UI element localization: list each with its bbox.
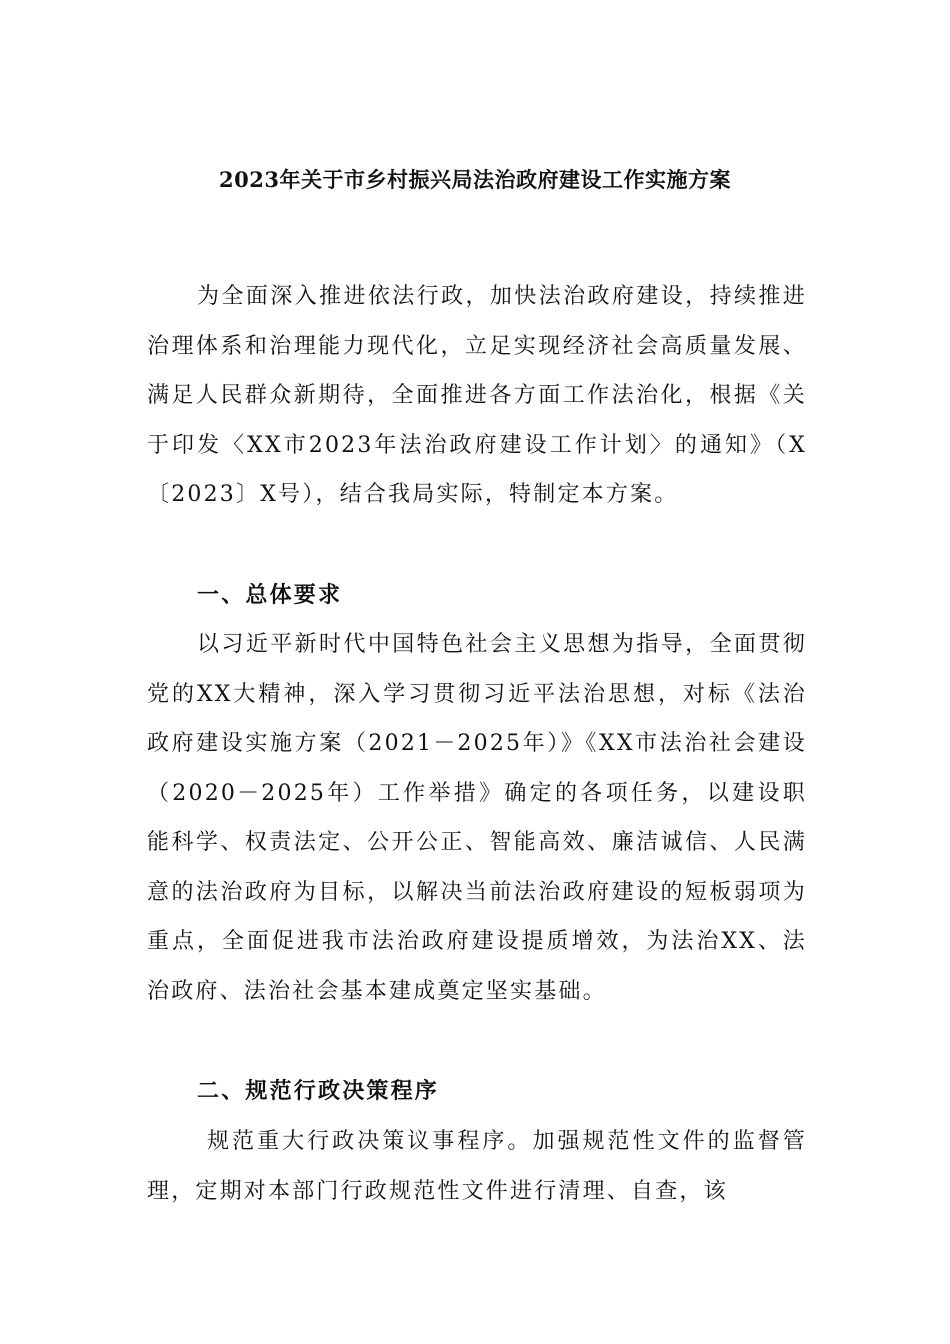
overall-requirements-paragraph: 以习近平新时代中国特色社会主义思想为指导，全面贯彻党的XX大精神，深入学习贯彻习近平法治思想，对标《法治政府建设实施方案（2021－2025年）》《XX市法治社会建设（2020－2025年）工作举措》确定的各项任务，以建设职能科学、权责法定、公开公正、智能高效、廉洁诚信、人民满意的法治政府为目标，以解决当前法治政府建设的短板弱项为重点，全面促进我市法治政府建设提质增效，为法治XX、法治政府、法治社会基本建成奠定坚实基础。 [147,632,807,1004]
decision-procedure-paragraph: 规范重大行政决策议事程序。加强规范性文件的监督管理，定期对本部门行政规范性文件进行清理、自查，该 [147,1129,807,1204]
intro-paragraph: 为全面深入推进依法行政，加快法治政府建设，持续推进治理体系和治理能力现代化，立足实现经济社会高质量发展、满足人民群众新期待，全面推进各方面工作法治化，根据《关于印发〈XX市2023年法治政府建设工作计划〉的通知》（X〔2023〕X号），结合我局实际，特制定本方案。 [147,284,807,507]
section-heading-overall-requirements: 一、总体要求 [197,582,343,608]
document-title: 2023年关于市乡村振兴局法治政府建设工作实施方案 [219,167,731,192]
section-heading-decision-procedure: 二、规范行政决策程序 [197,1078,440,1104]
